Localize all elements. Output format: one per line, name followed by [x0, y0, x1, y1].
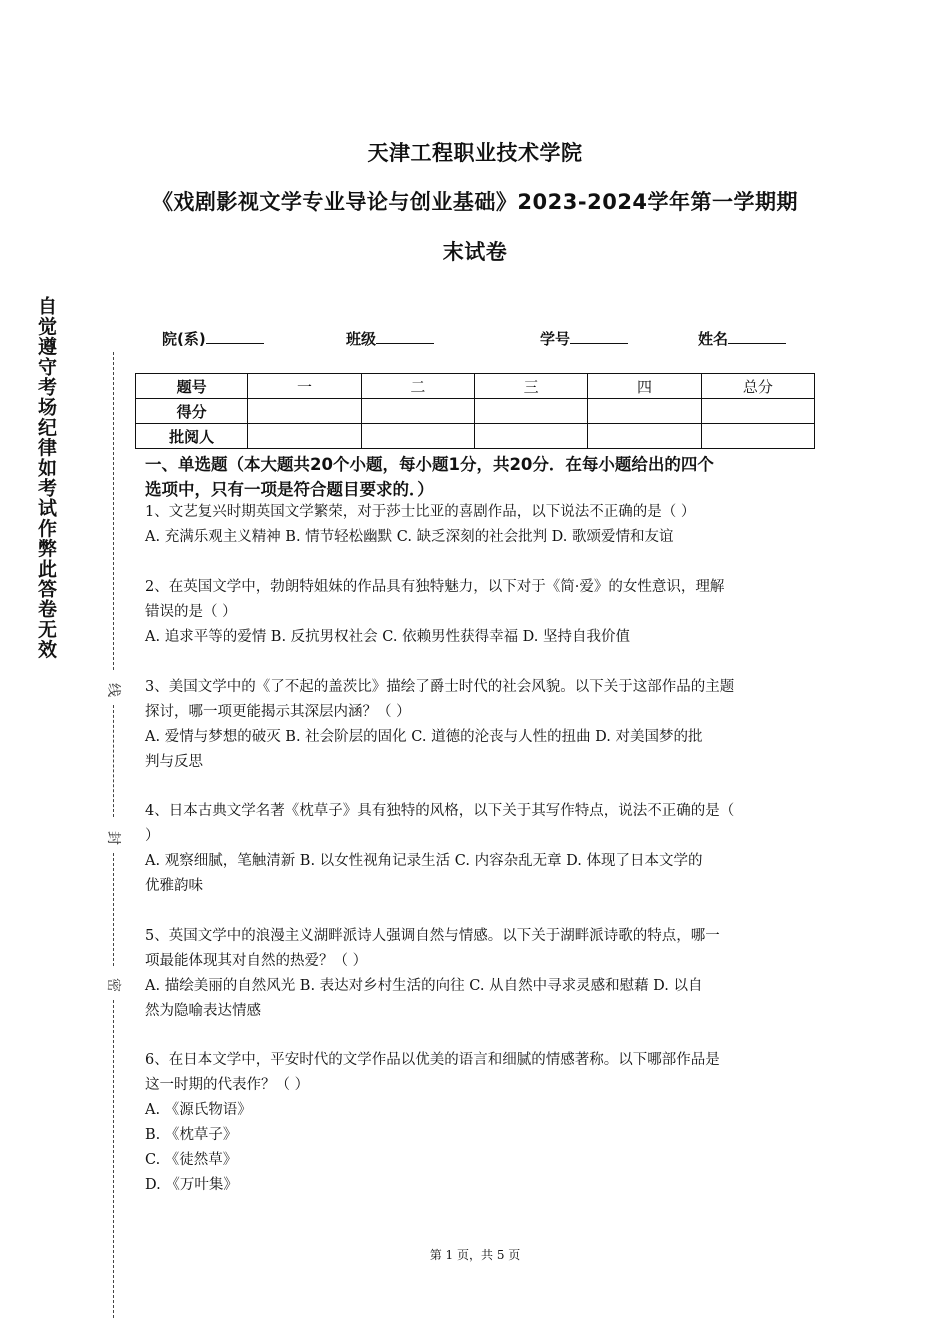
question-5 [145, 924, 810, 1024]
question-2 [145, 575, 810, 650]
question-stem: ） [145, 828, 160, 844]
grader-cell[interactable] [701, 424, 814, 449]
question-option: B. 《枕草子》 [145, 1127, 238, 1143]
student-info-row [0, 327, 950, 351]
question-options: 判与反思 [145, 754, 203, 770]
seal-dashed-line [113, 352, 114, 670]
score-table-header-row [136, 374, 815, 399]
seal-close-mark: 密 [104, 977, 124, 993]
header-cell-total: 总分 [701, 374, 814, 399]
question-options: A. 追求平等的爱情 B. 反抗男权社会 C. 依赖男性获得幸福 D. 坚持自我价值 [145, 629, 631, 645]
section-heading-line: 一、单选题（本大题共20个小题，每小题1分，共20分．在每小题给出的四个 [145, 455, 714, 474]
seal-seal-mark: 封 [104, 830, 124, 846]
grader-cell[interactable] [361, 424, 474, 449]
question-options: 优雅韵味 [145, 878, 203, 894]
question-1 [145, 500, 810, 550]
score-cell[interactable] [588, 399, 701, 424]
name-label: 姓名 [698, 330, 729, 348]
row-label-score: 得分 [136, 399, 248, 424]
seal-dashed-line [113, 853, 114, 966]
exam-title-end: 末试卷 [442, 240, 508, 264]
student-id-field[interactable] [540, 327, 628, 349]
exam-discipline-warning: 自觉遵守考场纪律如考试作弊此答卷无效 [35, 296, 57, 660]
name-blank[interactable] [728, 327, 786, 344]
score-cell[interactable] [474, 399, 587, 424]
question-options: A. 充满乐观主义精神 B. 情节轻松幽默 C. 缺乏深刻的社会批判 D. 歌颂爱情和友谊 [145, 529, 674, 545]
section-1-heading [145, 452, 815, 502]
department-blank[interactable] [206, 327, 264, 344]
question-option: D. 《万叶集》 [145, 1177, 238, 1193]
question-stem: 这一时期的代表作？（ ） [145, 1077, 310, 1093]
student-id-label: 学号 [540, 330, 571, 348]
section-heading-line: 选项中，只有一项是符合题目要求的．） [145, 480, 434, 499]
question-4 [145, 799, 810, 899]
course-title: 《戏剧影视文学专业导论与创业基础》2023-2024学年第一学期期 [151, 190, 799, 214]
score-cell[interactable] [248, 399, 361, 424]
student-id-blank[interactable] [570, 327, 628, 344]
question-options: A. 描绘美丽的自然风光 B. 表达对乡村生活的向往 C. 从自然中寻求灵感和慰藉 D. 以自 [145, 978, 703, 994]
department-field[interactable] [162, 327, 264, 349]
question-stem: 4、日本古典文学名著《枕草子》具有独特的风格，以下关于其写作特点，说法不正确的是（ [145, 803, 735, 819]
seal-dashed-line [113, 705, 114, 817]
grader-cell[interactable] [588, 424, 701, 449]
question-option: C. 《徒然草》 [145, 1152, 238, 1168]
score-cell[interactable] [361, 399, 474, 424]
question-option: A. 《源氏物语》 [145, 1102, 252, 1118]
grader-row [136, 424, 815, 449]
question-stem: 6、在日本文学中，平安时代的文学作品以优美的语言和细腻的情感著称。以下哪部作品是 [145, 1052, 720, 1068]
question-3 [145, 675, 810, 775]
institution-title: 天津工程职业技术学院 [367, 141, 583, 165]
question-options: A. 爱情与梦想的破灭 B. 社会阶层的固化 C. 道德的沦丧与人性的扭曲 D. 对美国梦的批 [145, 729, 703, 745]
header-cell-question-no: 题号 [136, 374, 248, 399]
row-label-grader: 批阅人 [136, 424, 248, 449]
score-row [136, 399, 815, 424]
header-cell-section-4: 四 [588, 374, 701, 399]
question-stem: 2、在英国文学中，勃朗特姐妹的作品具有独特魅力，以下对于《简·爱》的女性意识，理解 [145, 579, 725, 595]
question-stem: 探讨，哪一项更能揭示其深层内涵？（ ） [145, 704, 411, 720]
question-stem: 3、美国文学中的《了不起的盖茨比》描绘了爵士时代的社会风貌。以下关于这部作品的主题 [145, 679, 735, 695]
header-cell-section-3: 三 [474, 374, 587, 399]
question-options: A. 观察细腻，笔触清新 B. 以女性视角记录生活 C. 内容杂乱无章 D. 体现了日本文学的 [145, 853, 703, 869]
grader-cell[interactable] [248, 424, 361, 449]
header-cell-section-2: 二 [361, 374, 474, 399]
question-stem: 错误的是（ ） [145, 604, 237, 620]
class-field[interactable] [346, 327, 434, 349]
question-6 [145, 1048, 810, 1198]
seal-dashed-line [113, 1000, 114, 1318]
score-table [135, 373, 815, 449]
header-cell-section-1: 一 [248, 374, 361, 399]
question-options: 然为隐喻表达情感 [145, 1003, 261, 1019]
question-stem: 1、文艺复兴时期英国文学繁荣，对于莎士比亚的喜剧作品，以下说法不正确的是（ ） [145, 504, 696, 520]
class-blank[interactable] [376, 327, 434, 344]
class-label: 班级 [346, 330, 377, 348]
question-stem: 项最能体现其对自然的热爱？（ ） [145, 953, 368, 969]
grader-cell[interactable] [474, 424, 587, 449]
page-footer: 第 1 页，共 5 页 [429, 1248, 521, 1262]
department-label: 院(系) [162, 330, 206, 348]
question-stem: 5、英国文学中的浪漫主义湖畔派诗人强调自然与情感。以下关于湖畔派诗歌的特点，哪一 [145, 928, 720, 944]
seal-line-mark: 线 [104, 682, 124, 698]
score-cell[interactable] [701, 399, 814, 424]
name-field[interactable] [698, 327, 786, 349]
